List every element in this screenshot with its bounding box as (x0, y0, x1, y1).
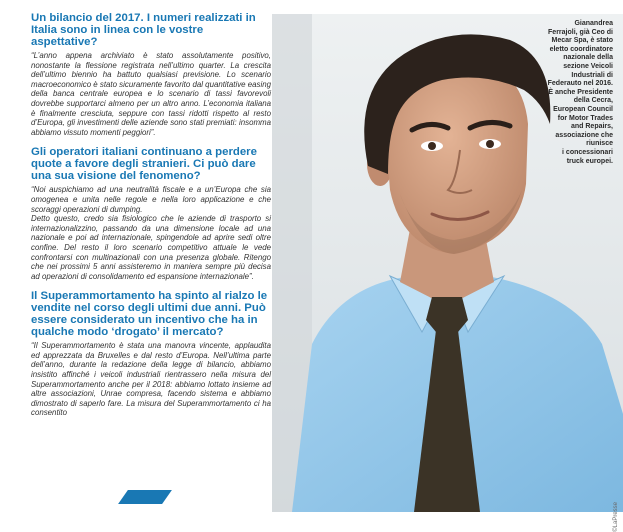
qa-block-3 (31, 290, 271, 418)
question-1: Un bilancio del 2017. I numeri realizzati in Italia sono in linea con le vostre aspettative? (31, 12, 256, 48)
qa-block-1 (31, 12, 271, 137)
photo-caption: Gianandrea Ferrajoli, già Ceo di Mecar Spa, è stato eletto coordinatore nazionale della sezione Veicoli Industriali di Federauto nel 2016. È anche Presidente della Cecra, European Council for Motor Trades and Repairs, associazione che riunisce i concessionari truck europei. (547, 20, 613, 165)
portrait-photo (272, 14, 623, 532)
question-2: Gli operatori italiani continuano a perdere quote a favore degli stranieri. Ci può dare una sua visione del fenomeno? (31, 146, 257, 183)
qa-block-2 (31, 146, 271, 281)
tie-knot (426, 297, 468, 332)
answer-2: “Noi auspichiamo ad una neutralità fiscale e a un’Europa che sia omogenea e unita nelle regole e nella loro applicazione e che scoraggi operazioni di dumping. Detto questo, credo sia fisiologico che le aziende di trasporto si internazionalizzino, passando da una dimensione locale ad una nazionale e poi ad internazionale, spingendole ad aprire sedi oltre confine. Del resto il loro scenario competitivo attuale le vede confrontarsi con multinazionali con una presenza globale. Ritengo che nei prossimi 5 anni assisteremo in maniera sempre più decisa ad operazioni di consolidamento ed espansione internazionale”. (31, 185, 271, 281)
decorative-stripe (118, 490, 172, 504)
photo-credit: ©LaPresse (613, 502, 619, 532)
answer-3: “Il Superammortamento è stata una manovra vincente, applaudita ed apprezzata da Bruxelles e dal resto d’Europa. Nell’ultima parte dell’anno, durante la redazione della legge di bilancio, abbiamo insistito affinché i veicoli industriali rientrassero nella misura del Superammortamento anche per il 2018: abbiamo lottato insieme ad altre associazioni, Unrae compresa, facendo sistema e abbiamo dimostrato di saperlo fare. La misura del Superammortamento ci ha consentito (31, 341, 271, 418)
interview-column (31, 12, 271, 482)
answer-1: “L’anno appena archiviato è stato assolutamente positivo, nonostante la flessione registrata nell’ultimo quarter. La crescita dell’ultimo biennio ha battuto qualsiasi previsione. Lo scenario macroeconomico è stato sicuramente favorito dal quantitative easing della banca centrale europea e lo scenario di tassi favorevoli dovrebbe supportarci almeno per un altro anno. L’economia italiana è finalmente cresciuta, seppure con tassi ridotti rispetto al resto d’Europa, gli investimenti delle aziende sono stati premiati: insomma abbiamo vissuto momenti peggiori”. (31, 51, 271, 137)
question-3: Il Superammortamento ha spinto al rialzo le vendite nel corso degli ultimi due anni. Può essere considerato un incentivo che ha in qualche modo ‘drogato’ il mercato? (31, 290, 268, 339)
pupil-left (428, 142, 436, 150)
